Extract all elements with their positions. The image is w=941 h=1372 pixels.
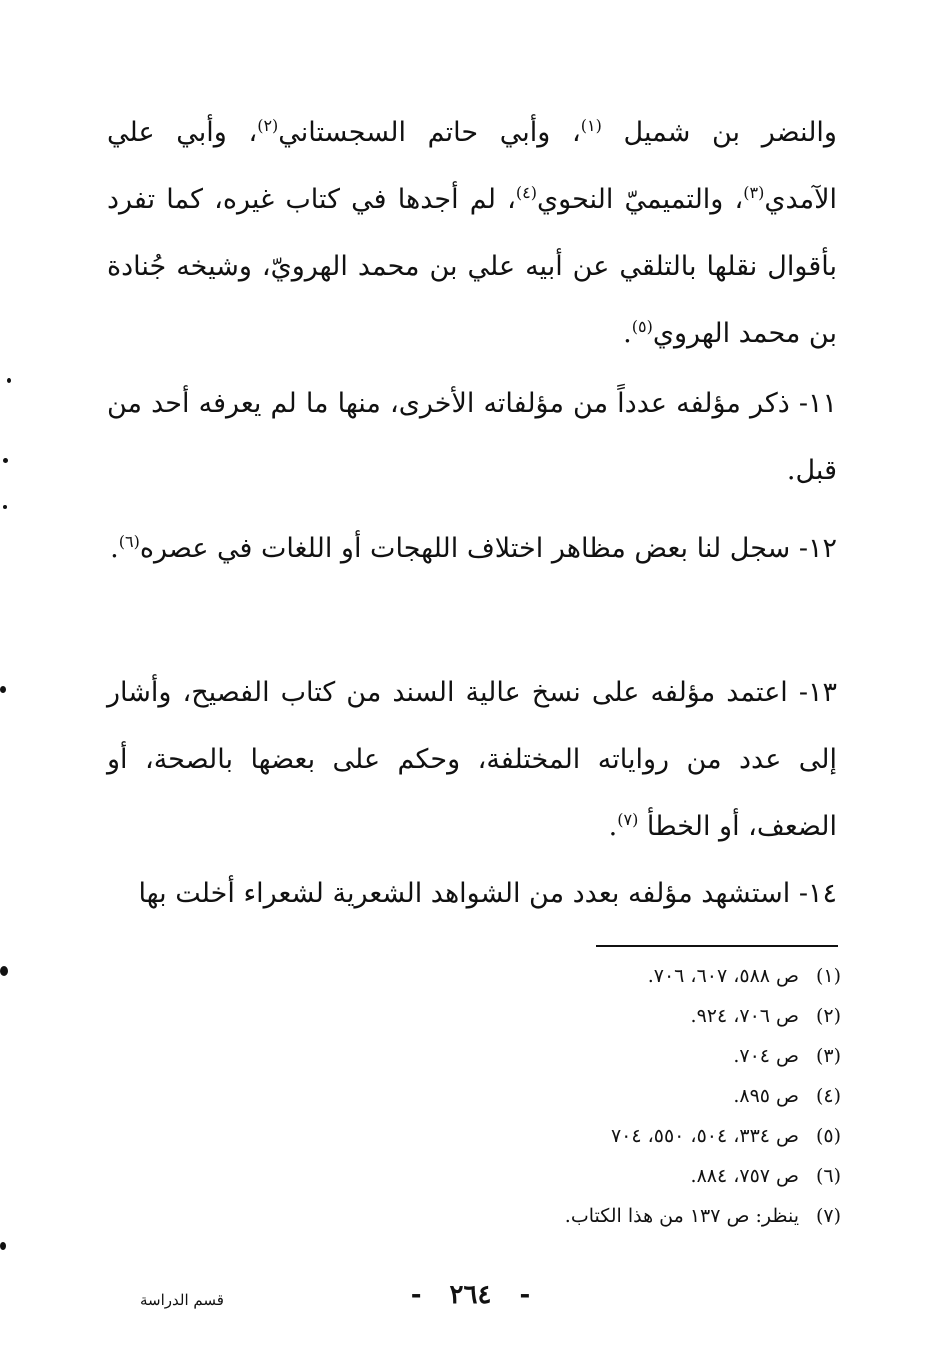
footnote-ref: (١) — [580, 116, 602, 135]
scan-speck — [0, 1242, 6, 1250]
paragraph-text: ١٤- استشهد مؤلفه بعدد من الشواهد الشعرية لشعراء أخلت بها — [138, 878, 837, 909]
footnote-1 — [321, 956, 841, 996]
footnote-text: ينظر: ص ١٣٧ من هذا الكتاب. — [564, 1205, 799, 1227]
footnote-number: (٢) — [815, 1005, 841, 1027]
footnote-text: ص ٧٥٧، ٨٨٤. — [690, 1165, 799, 1187]
footnote-ref: (٣) — [743, 183, 765, 202]
scan-speck — [3, 505, 7, 509]
page-number-dash: - — [519, 1280, 531, 1310]
footnote-2 — [321, 996, 841, 1036]
footnote-7 — [321, 1196, 841, 1236]
footnote-ref: (٥) — [631, 317, 653, 336]
section-label: قسم الدراسة — [140, 1291, 224, 1309]
paragraph-13 — [107, 659, 837, 860]
paragraph-11 — [107, 370, 837, 504]
footnote-text: ص ٧٠٤. — [733, 1045, 799, 1067]
paragraph-text: ، لم أجدها في كتاب غيره، كما تفرد بأقوال نقلها بالتلقي عن أبيه علي بن محمد الهرويّ، وشيخه جُنادة بن محمد الهروي — [107, 184, 837, 349]
scan-speck — [7, 378, 11, 383]
paragraph-12 — [107, 515, 837, 582]
scan-speck — [3, 458, 8, 463]
footnote-text: ص ٥٨٨، ٦٠٧، ٧٠٦. — [647, 965, 799, 987]
footnote-5 — [321, 1116, 841, 1156]
paragraph-1 — [107, 99, 837, 367]
paragraph-text: . — [110, 533, 119, 564]
footnote-number: (٥) — [815, 1125, 841, 1147]
footnote-number: (٤) — [815, 1085, 841, 1107]
footnote-text: ص ٨٩٥. — [733, 1085, 799, 1107]
footnote-ref: (٢) — [257, 116, 279, 135]
footnote-number: (٧) — [815, 1205, 841, 1227]
footnote-text: ص ٧٠٦، ٩٢٤. — [690, 1005, 799, 1027]
paragraph-text: . — [608, 811, 618, 842]
paragraph-14 — [107, 860, 837, 927]
paragraph-text: ١٢- سجل لنا بعض مظاهر اختلاف اللهجات أو اللغات في عصره — [139, 533, 837, 564]
paragraph-text: والنضر بن شميل — [601, 117, 837, 148]
footnote-number: (٣) — [815, 1045, 841, 1067]
paragraph-text: . — [623, 318, 632, 349]
paragraph-text: ، وأبي علي الآمدي — [107, 117, 837, 215]
footnote-number: (١) — [815, 965, 841, 987]
paragraph-text: ١١- ذكر مؤلفه عدداً من مؤلفاته الأخرى، منها ما لم يعرفه أحد من قبل. — [107, 388, 837, 486]
footnote-3 — [321, 1036, 841, 1076]
paragraph-text: ، وأبي حاتم السجستاني — [278, 117, 581, 148]
scan-speck — [0, 686, 6, 693]
page-number-value: ٢٦٤ — [449, 1280, 492, 1310]
footnote-number: (٦) — [815, 1165, 841, 1187]
scan-speck — [0, 966, 8, 976]
footnote-ref: (٧) — [617, 810, 639, 829]
paragraph-text: ١٣- اعتمد مؤلفه على نسخ عالية السند من كتاب الفصيح، وأشار إلى عدد من رواياته المختلفة، وحكم على بعضها بالصحة، أو الضعف، أو الخطأ — [107, 677, 837, 842]
footnote-separator — [596, 945, 838, 947]
footnote-text: ص ٣٣٤، ٥٠٤، ٥٥٠، ٧٠٤ — [610, 1125, 799, 1147]
page-number-dash: - — [410, 1280, 422, 1310]
footnote-ref: (٤) — [515, 183, 537, 202]
footnote-ref: (٦) — [118, 532, 140, 551]
paragraph-text: ، والتميميّ النحوي — [536, 184, 744, 215]
footnote-6 — [321, 1156, 841, 1196]
footnote-4 — [321, 1076, 841, 1116]
footnotes — [321, 956, 841, 1236]
